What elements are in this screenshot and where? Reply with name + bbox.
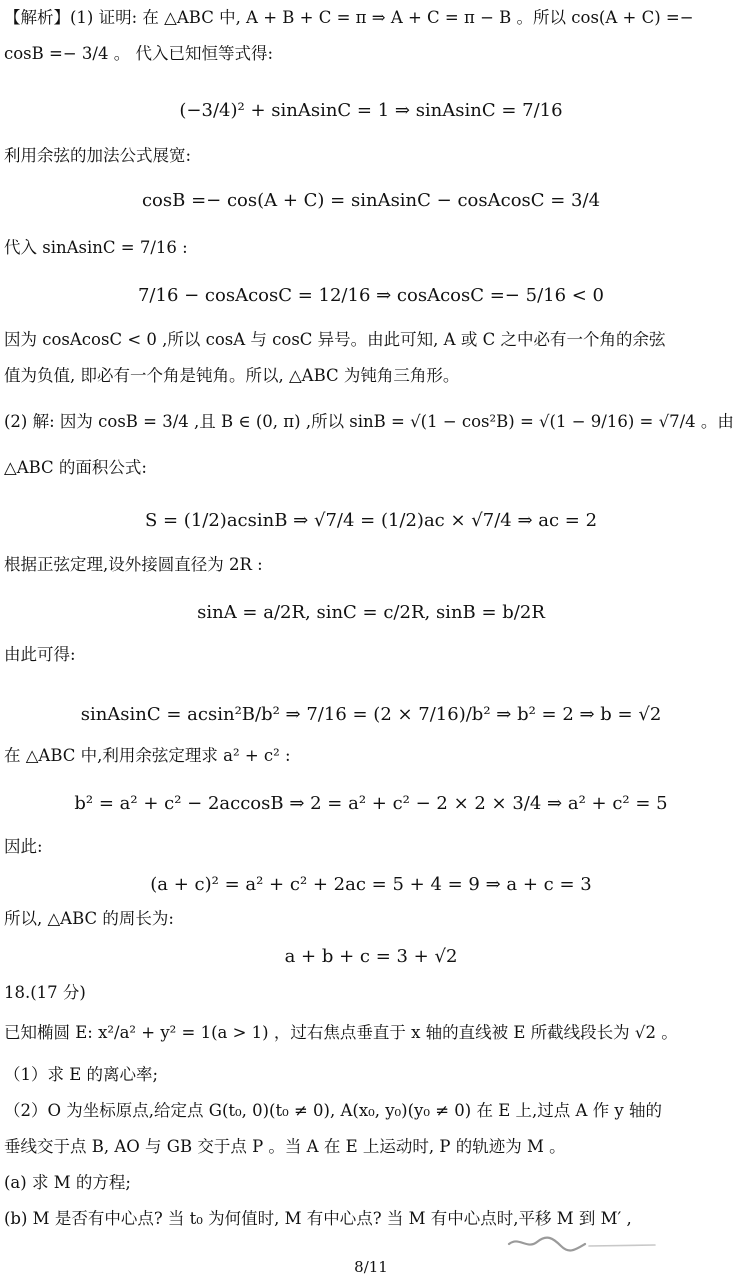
- text-line: 根据正弦定理,设外接圆直径为 2R :: [4, 555, 263, 574]
- text-line: 值为负值, 即必有一个角是钝角。所以, △ABC 为钝角三角形。: [4, 366, 460, 385]
- problem-number: 18.(17 分): [4, 983, 86, 1002]
- text-line: (a) 求 M 的方程;: [4, 1173, 131, 1192]
- text-line: (b) M 是否有中心点? 当 t₀ 为何值时, M 有中心点? 当 M 有中心点时,平移 M 到 M′ ,: [4, 1209, 632, 1228]
- formula-line: (−3/4)² + sinAsinC = 1 ⇒ sinAsinC = 7/16: [179, 100, 563, 121]
- text-line: 在 △ABC 中,利用余弦定理求 a² + c² :: [4, 746, 291, 765]
- text-line: （1）求 E 的离心率;: [4, 1065, 159, 1084]
- text-line: 已知椭圆 E: x²/a² + y² = 1(a > 1) ，过右焦点垂直于 x 轴的直线被 E 所截线段长为 √2 。: [4, 1023, 678, 1042]
- formula-line: cosB =− cos(A + C) = sinAsinC − cosAcosC = 3/4: [141, 190, 601, 211]
- formula-line: 7/16 − cosAcosC = 12/16 ⇒ cosAcosC =− 5/16 < 0: [137, 285, 605, 306]
- text-line: 因为 cosAcosC < 0 ,所以 cosA 与 cosC 异号。由此可知, A 或 C 之中必有一个角的余弦: [4, 330, 666, 349]
- text-line: cosB =− 3/4 。 代入已知恒等式得:: [4, 44, 274, 63]
- text-line: 代入 sinAsinC = 7/16 :: [4, 238, 188, 257]
- text-line: （2）O 为坐标原点,给定点 G(t₀, 0)(t₀ ≠ 0), A(x₀, y₀)(y₀ ≠ 0) 在 E 上,过点 A 作 y 轴的: [4, 1101, 662, 1120]
- page-number: 8/11: [354, 1258, 388, 1276]
- text-line: △ABC 的面积公式:: [4, 458, 147, 477]
- formula-line: (a + c)² = a² + c² + 2ac = 5 + 4 = 9 ⇒ a + c = 3: [150, 874, 592, 895]
- text-line: 因此:: [4, 837, 43, 856]
- text-line: 由此可得:: [4, 645, 76, 664]
- formula-line: S = (1/2)acsinB ⇒ √7/4 = (1/2)ac × √7/4 ⇒ ac = 2: [144, 510, 598, 531]
- formula-line: b² = a² + c² − 2accosB ⇒ 2 = a² + c² − 2 × 2 × 3/4 ⇒ a² + c² = 5: [74, 793, 668, 814]
- text-line: 【解析】(1) 证明: 在 △ABC 中, A + B + C = π ⇒ A + C = π − B 。所以 cos(A + C) =−: [4, 8, 694, 27]
- text-line: (2) 解: 因为 cosB = 3/4 ,且 B ∈ (0, π) ,所以 sinB = √(1 − cos²B) = √(1 − 9/16) = √7/4 。由: [4, 412, 734, 431]
- watermark-scribble: [505, 1232, 665, 1256]
- formula-line: sinA = a/2R, sinC = c/2R, sinB = b/2R: [197, 602, 545, 623]
- formula-line: a + b + c = 3 + √2: [284, 946, 458, 967]
- text-line: 利用余弦的加法公式展宽:: [4, 146, 192, 165]
- formula-line: sinAsinC = acsin²B/b² ⇒ 7/16 = (2 × 7/16)/b² ⇒ b² = 2 ⇒ b = √2: [80, 704, 662, 725]
- text-line: 所以, △ABC 的周长为:: [4, 909, 174, 928]
- text-line: 垂线交于点 B, AO 与 GB 交于点 P 。当 A 在 E 上运动时, P 的轨迹为 M 。: [4, 1137, 566, 1156]
